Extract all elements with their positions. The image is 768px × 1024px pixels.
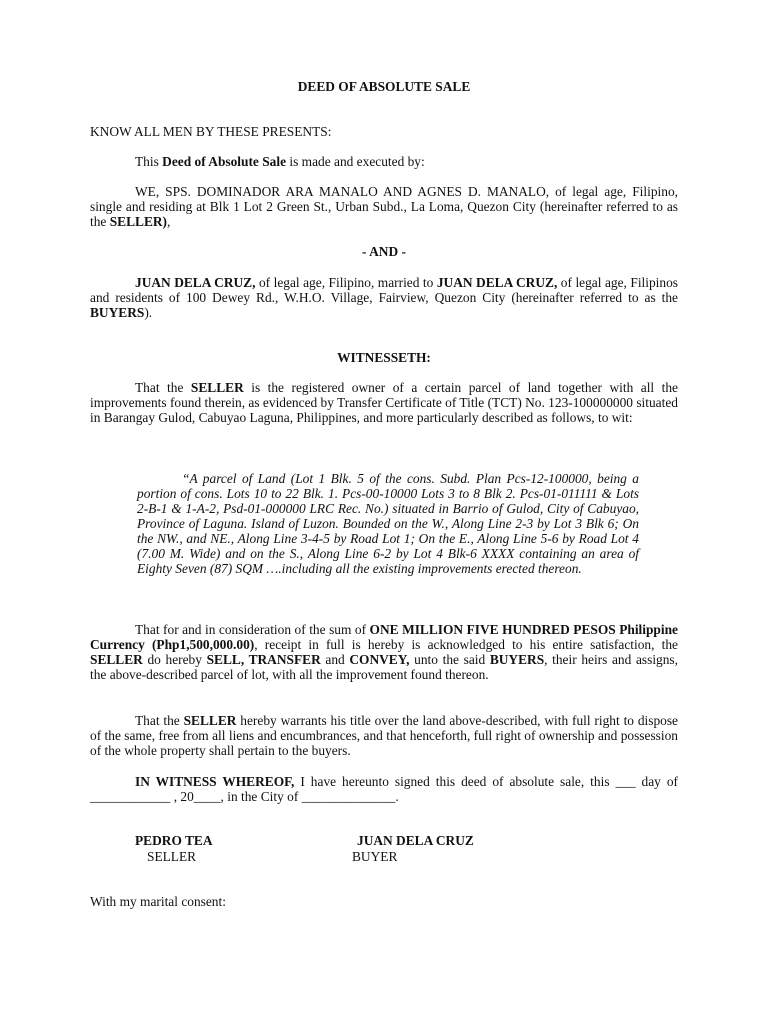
warranty-paragraph: That the SELLER hereby warrants his title over the land above-described, with full right to dispose of the same, free from all liens and encumbrances, and that henceforth, full right of ownership and possession of the whole property shall pertain to the buyers.: [90, 713, 679, 758]
seller-signature-role: SELLER: [147, 849, 197, 864]
and-separator: - AND -: [362, 244, 406, 259]
seller-paragraph: WE, SPS. DOMINADOR ARA MANALO AND AGNES D. MANALO, of legal age, Filipino, single and residing at Blk 1 Lot 2 Green St., Urban Subd., La Loma, Quezon City (hereinafter referred to as the SELLER),: [90, 184, 678, 229]
buyer-paragraph: JUAN DELA CRUZ, of legal age, Filipino, married to JUAN DELA CRUZ, of legal age, Filipinos and residents of 100 Dewey Rd., W.H.O. Village, Fairview, Quezon City (hereinafter referred to as the BUYERS).: [90, 275, 679, 320]
marital-consent-line: With my marital consent:: [90, 894, 226, 909]
ownership-paragraph: That the SELLER is the registered owner of a certain parcel of land together with all the improvements found therein, as evidenced by Transfer Certificate of Title (TCT) No. 123-100000000 situated in Barangay Gulod, Cabuyao Laguna, Philippines, and more particularly described as follows, to wit:: [90, 380, 679, 425]
property-description: “A parcel of Land (Lot 1 Blk. 5 of the cons. Subd. Plan Pcs-12-100000, being a portion of cons. Lots 10 to 22 Blk. 1. Pcs-00-10000 Lots 3 to 8 Blk 2. Pcs-01-011111 & Lots 2-B-1 & 1-A-2, Psd-01-000000 LRC Rec. No.) situated in Barrio of Gulod, City of Cabuyao, Province of Laguna. Island of Luzon. Bounded on the W., Along Line 2-3 by Lot 3 Blk 6; On the NW., and NE., Along Line 3-4-5 by Road Lot 1; On the E., Along Line 5-6 by Road Lot 4 (7.00 M. Wide) and on the S., Along Line 6-2 by Lot 4 Blk-6 XXXX containing an area of Eighty Seven (87) SQM ….including all the existing improvements erected thereon.: [137, 471, 639, 576]
buyer-signature-name: JUAN DELA CRUZ: [357, 833, 474, 848]
intro-paragraph: This Deed of Absolute Sale is made and executed by:: [135, 154, 425, 169]
consideration-paragraph: That for and in consideration of the sum of ONE MILLION FIVE HUNDRED PESOS Philippine Currency (Php1,500,000.00), receipt in full is hereby is acknowledged to his entire satisfaction, the SELLER do hereby SELL, TRANSFER and CONVEY, unto the said BUYERS, their heirs and assigns, the above-described parcel of lot, with all the improvement found thereon.: [90, 622, 678, 682]
opening-line: KNOW ALL MEN BY THESE PRESENTS:: [90, 124, 332, 139]
document-title: DEED OF ABSOLUTE SALE: [297, 79, 471, 94]
buyer-signature-role: BUYER: [352, 849, 398, 864]
seller-signature-name: PEDRO TEA: [135, 833, 213, 848]
in-witness-paragraph: IN WITNESS WHEREOF, I have hereunto signed this deed of absolute sale, this ___ day of ____________ , 20____, in the City of ______________.: [90, 774, 678, 804]
witnesseth-heading: WITNESSETH:: [337, 350, 431, 365]
